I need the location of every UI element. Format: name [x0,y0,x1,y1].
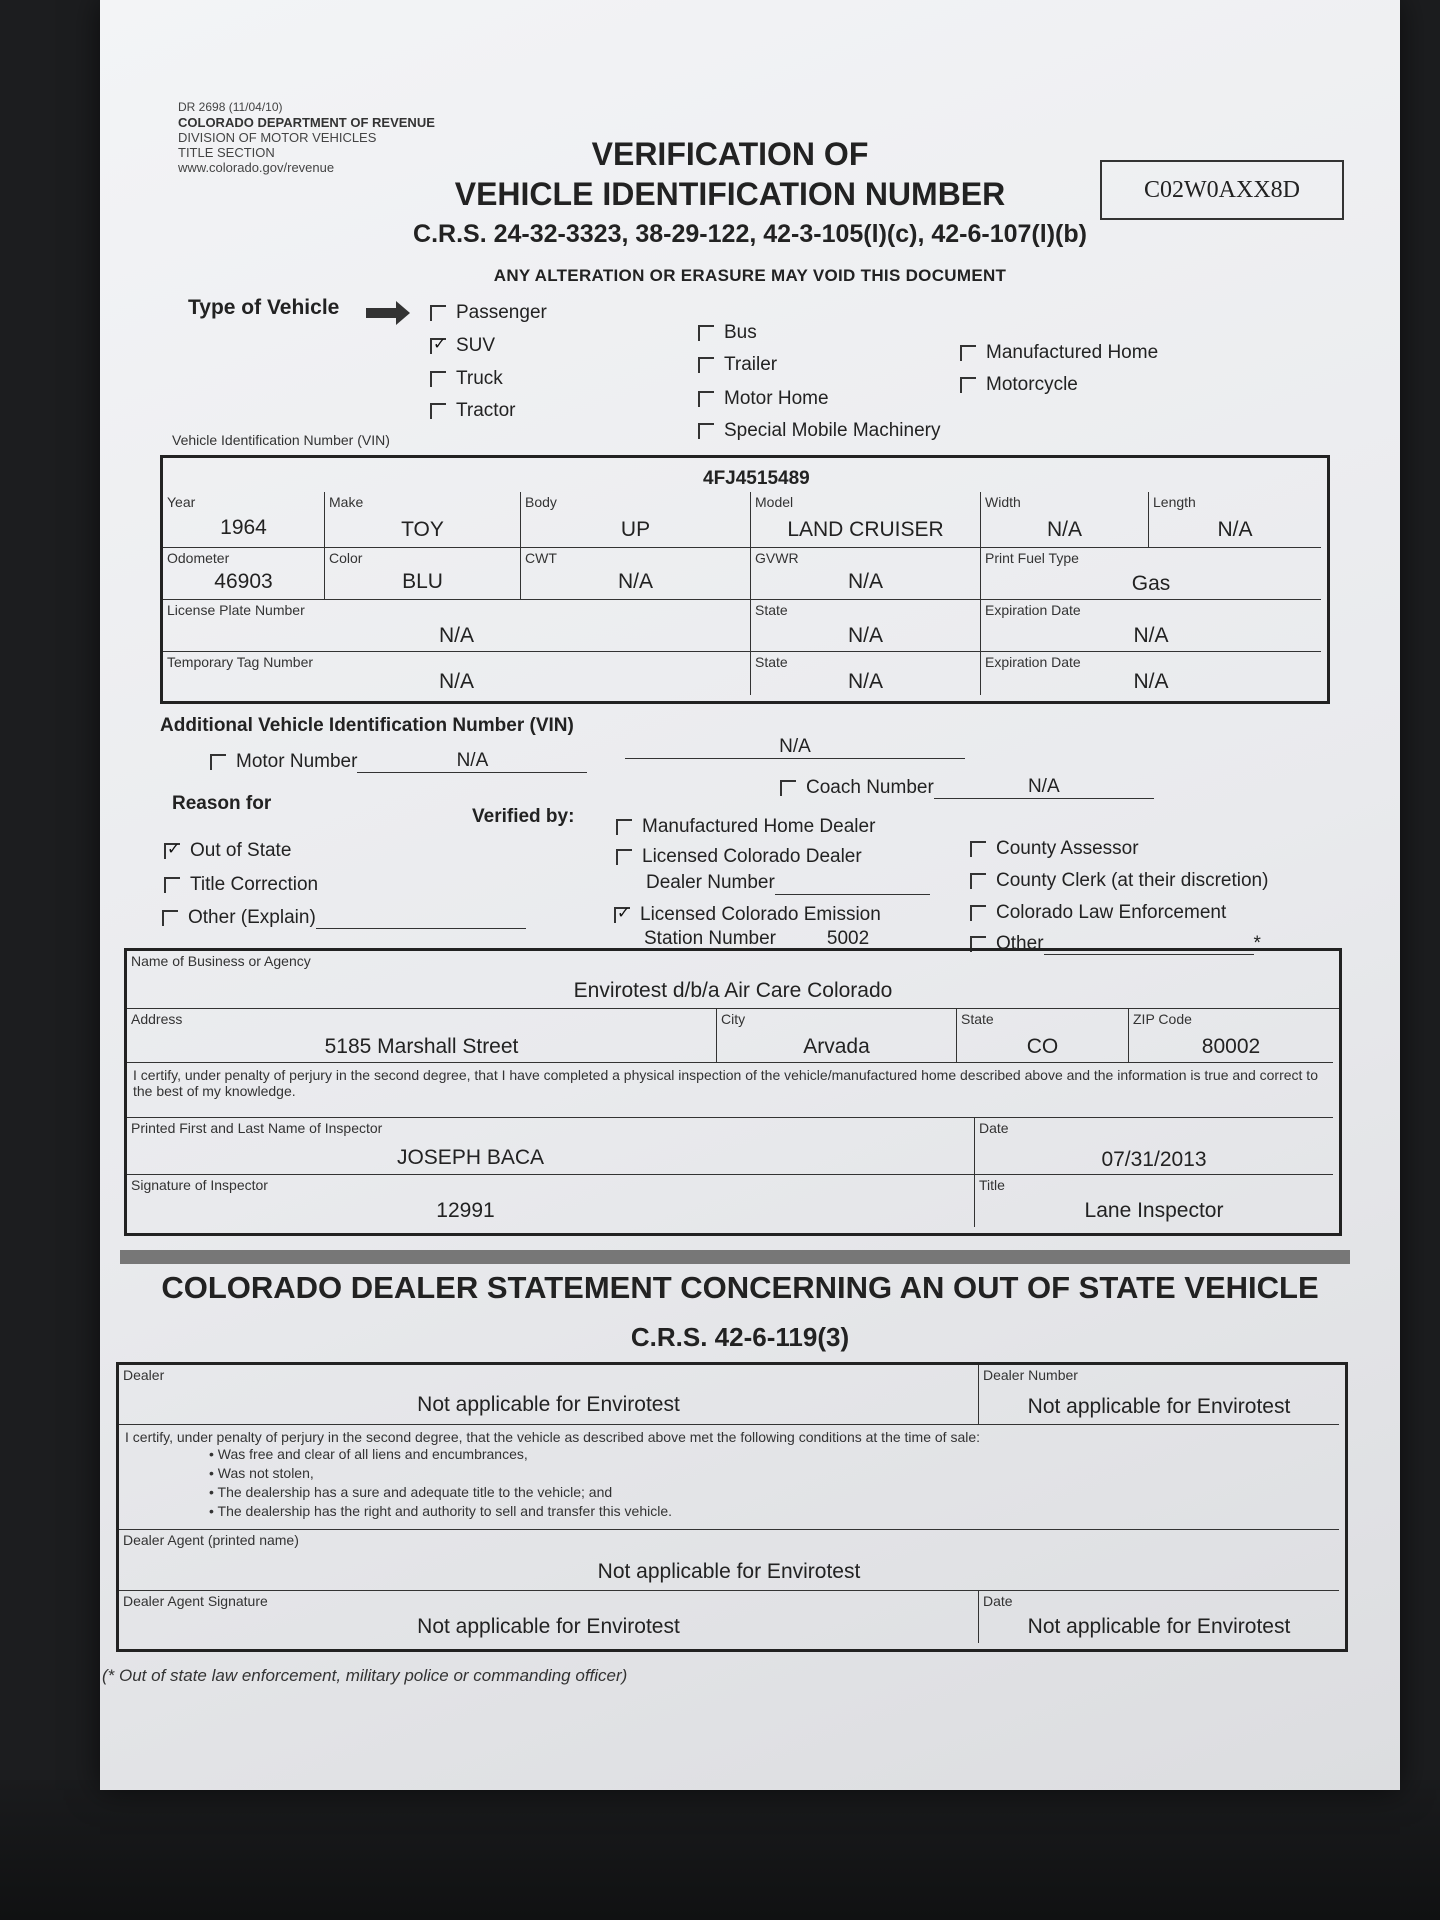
cell-odometer [163,548,325,600]
cell-address [127,1009,717,1063]
cell-plate [163,600,751,652]
checkbox-label: Licensed Colorado Emission [640,904,881,925]
checkbox-manufactured-home-dealer[interactable] [616,816,875,838]
website: www.colorado.gov/revenue [178,160,335,175]
checkbox-tractor[interactable] [430,400,515,422]
dealer-statement-title: COLORADO DEALER STATEMENT CONCERNING AN OUT OF STATE VEHICLE [161,1270,1319,1305]
checkbox-label: Manufactured Home Dealer [642,816,876,837]
body-label: Body [525,494,557,510]
title-line-2: VEHICLE IDENTIFICATION NUMBER [454,176,1006,212]
dealer-agent-value: Not applicable for Envirotest [597,1560,861,1583]
checkbox-label: Tractor [456,400,516,421]
checkbox-special-mobile-machinery[interactable] [698,420,941,442]
plate-label: License Plate Number [167,602,305,618]
model-label: Model [755,494,794,510]
tag-exp-label: Expiration Date [985,654,1081,670]
checkbox-label: Trailer [724,354,778,375]
form-paper [100,0,1400,1790]
condition-text: Was not stolen, [217,1465,314,1481]
form-title [400,134,1060,214]
section-name: TITLE SECTION [178,145,275,160]
address-label: Address [131,1011,183,1027]
checkbox-label: Manufactured Home [986,342,1159,363]
checkbox-label: Special Mobile Machinery [724,420,941,441]
checkbox-passenger[interactable] [430,302,547,324]
cell-city [717,1009,957,1063]
checkbox-label: Motorcycle [986,374,1078,395]
cell-model [751,492,981,548]
cell-plate-state [751,600,981,652]
vehicle-type-label: Type of Vehicle [188,296,340,319]
cell-length [1149,492,1321,548]
checkbox-label: Other [996,932,1044,954]
checkbox-box [970,905,986,921]
dealer-label: Dealer [123,1367,165,1383]
cell-color [325,548,521,600]
checkbox-box [698,391,714,407]
additional-vin-field[interactable] [625,736,965,759]
checkbox-box [970,873,986,889]
cell-tag-state [751,652,981,695]
checkbox-label: Motor Home [724,388,829,409]
title-label: Title [979,1177,1005,1193]
tag-state-value: N/A [847,670,883,693]
dealer-agent-signature-label: Dealer Agent Signature [123,1593,268,1609]
inspector-label: Printed First and Last Name of Inspector [131,1120,383,1136]
fuel-value: Gas [1131,572,1171,595]
checkbox-box [430,305,446,321]
cell-tag-exp [981,652,1321,695]
plate-exp-value: N/A [1133,624,1169,647]
cell-dealer-number [979,1365,1339,1425]
checkbox-box [960,345,976,361]
cell-dealer-date [979,1591,1339,1643]
checkbox-licensed-colorado-emission[interactable] [614,904,881,926]
checkbox-box [616,819,632,835]
coach-number-value: N/A [934,776,1154,799]
checkbox-box [164,877,180,893]
statute-refs: C.R.S. 24-32-3323, 38-29-122, 42-3-105(l)(c), 42-6-107(l)(b) [413,220,1087,248]
checkbox-box [430,371,446,387]
vin-value: 4FJ4515489 [703,468,810,489]
checkbox-other[interactable]: Other * [970,932,1261,955]
checkbox-motor-number[interactable] [210,750,587,773]
signature-label: Signature of Inspector [131,1177,268,1193]
checkbox-box [780,780,796,796]
checkbox-motor-home[interactable] [698,388,829,410]
form-id: DR 2698 (11/04/10) [178,100,283,114]
division-name: DIVISION OF MOTOR VEHICLES [178,130,377,145]
cell-business-name [127,951,1339,1009]
checkbox-box [210,754,226,770]
dealer-number-label: Dealer Number [983,1367,1078,1383]
cell-fuel [981,548,1321,600]
dealer-table [116,1362,1348,1652]
checkbox-other-explain[interactable] [162,906,526,929]
cell-title [975,1175,1333,1227]
dealer-number-label: Dealer Number [646,872,775,893]
tag-label: Temporary Tag Number [167,654,314,670]
reason-label: Reason for [172,793,272,814]
checkbox-label: Licensed Colorado Dealer [642,846,862,867]
cell-year [163,492,325,548]
footnote: (* Out of state law enforcement, military police or commanding officer) [102,1666,628,1685]
checkbox-licensed-colorado-dealer[interactable] [616,846,862,868]
tag-state-label: State [755,654,788,670]
city-label: City [721,1011,746,1027]
vin-label: Vehicle Identification Number (VIN) [172,432,390,448]
condition-item: • Was not stolen, [209,1465,314,1481]
tag-exp-value: N/A [1133,670,1169,693]
cwt-label: CWT [525,550,557,566]
agency-header [178,100,435,175]
checked-box-icon [430,338,446,354]
checkbox-box [430,403,446,419]
zip-value: 80002 [1201,1035,1261,1058]
arrow-right-icon [366,308,396,318]
dealer-statute: C.R.S. 42-6-119(3) [630,1322,850,1352]
width-value: N/A [1046,518,1082,541]
odometer-value: 46903 [214,570,273,593]
length-value: N/A [1217,518,1253,541]
plate-state-label: State [755,602,788,618]
checkbox-out-of-state[interactable] [164,840,291,862]
checkbox-title-correction[interactable] [164,874,318,896]
odometer-label: Odometer [167,550,230,566]
vin-table [160,455,1330,704]
inspector-value: JOSEPH BACA [396,1146,545,1169]
signature-value: 12991 [436,1199,495,1222]
make-value: TOY [401,518,444,541]
dealer-number-field[interactable] [646,872,930,895]
cell-body [521,492,751,548]
year-value: 1964 [220,516,267,539]
checkbox-label: Out of State [190,840,292,861]
zip-label: ZIP Code [1133,1011,1192,1027]
dealer-value: Not applicable for Envirotest [417,1393,680,1416]
checkbox-label: Truck [456,368,503,389]
gvwr-value: N/A [847,570,883,593]
station-number-label: Station Number [644,928,777,949]
dealer-certification: I certify, under penalty of perjury in the second degree, that the vehicle as described above met the following conditions at the time of sale: [125,1429,981,1445]
document-number: C02W0AXX8D [1100,160,1344,220]
checkbox-truck[interactable] [430,368,503,390]
condition-text: Was free and clear of all liens and encumbrances, [217,1446,528,1462]
state-value: CO [1026,1035,1059,1058]
condition-item: • The dealership has a sure and adequate title to the vehicle; and [209,1484,613,1500]
condition-text: The dealership has a sure and adequate title to the vehicle; and [217,1484,613,1500]
checkbox-colorado-law-enforcement[interactable] [970,902,1226,924]
dealer-date-label: Date [983,1593,1013,1609]
title-line-1: VERIFICATION OF [591,136,869,172]
checkbox-label: Bus [724,322,757,343]
checkbox-trailer[interactable] [698,354,777,376]
checkbox-bus[interactable] [698,322,757,344]
checkbox-suv[interactable] [430,335,495,357]
plate-exp-label: Expiration Date [985,602,1081,618]
cwt-value: N/A [617,570,653,593]
inspector-certification: I certify, under penalty of perjury in the second degree, that I have completed a physical inspection of the vehicle/manufactured home described above and the information is true and correct to the best of my knowledge. [133,1067,1318,1099]
checkbox-label: Colorado Law Enforcement [996,902,1227,923]
checkbox-motorcycle[interactable] [960,374,1078,396]
checkbox-label: Passenger [456,302,547,323]
cell-gvwr [751,548,981,600]
checkbox-county-assessor[interactable] [970,838,1139,860]
cell-cwt [521,548,751,600]
checkbox-box [970,841,986,857]
tag-value: N/A [438,670,474,693]
checkbox-label: SUV [456,335,496,356]
business-name-label: Name of Business or Agency [131,953,311,969]
model-value: LAND CRUISER [787,518,944,541]
checkbox-box [698,325,714,341]
checked-box-icon [614,907,630,923]
condition-text: The dealership has the right and authority to sell and transfer this vehicle. [217,1503,673,1519]
checkbox-label: Other (Explain) [188,906,316,928]
address-value: 5185 Marshall Street [324,1035,519,1058]
checkbox-label: County Clerk (at their discretion) [996,870,1269,891]
checkbox-box [162,910,178,926]
cell-dealer [119,1365,979,1425]
plate-value: N/A [438,624,474,647]
cell-inspector-name [127,1117,975,1175]
cell-dealer-agent [119,1529,1339,1591]
checkbox-manufactured-home[interactable] [960,342,1158,364]
motor-number-label: Motor Number [236,750,358,772]
dealer-agent-label: Dealer Agent (printed name) [123,1532,299,1548]
cell-width [981,492,1149,548]
additional-vin-value: N/A [625,736,965,759]
checkbox-box [698,423,714,439]
dealer-conditions-list [209,1445,672,1521]
cell-state [957,1009,1129,1063]
coach-number-label: Coach Number [806,776,934,798]
dealer-agent-signature-value: Not applicable for Envirotest [417,1615,680,1638]
width-label: Width [985,494,1021,510]
checkbox-county-clerk[interactable] [970,870,1268,892]
dealer-number-value: Not applicable for Envirotest [1027,1395,1291,1418]
verified-label: Verified by: [472,806,575,827]
business-name-value: Envirotest d/b/a Air Care Colorado [573,979,893,1002]
cell-zip [1129,1009,1333,1063]
title-value: Lane Inspector [1084,1199,1224,1222]
checkbox-box [616,849,632,865]
city-value: Arvada [803,1035,870,1058]
cell-make [325,492,521,548]
length-label: Length [1153,494,1196,510]
alteration-notice: ANY ALTERATION OR ERASURE MAY VOID THIS DOCUMENT [493,266,1007,285]
station-number-value: 5002 [776,928,920,951]
checkbox-label: Title Correction [190,874,319,895]
color-label: Color [329,550,363,566]
gvwr-label: GVWR [755,550,799,566]
color-value: BLU [402,570,443,593]
cell-dealer-agent-signature [119,1591,979,1643]
checkbox-box [960,377,976,393]
checkbox-box [698,357,714,373]
condition-item: • The dealership has the right and authority to sell and transfer this vehicle. [209,1503,673,1519]
body-value: UP [620,518,651,541]
checkbox-label: County Assessor [996,838,1139,859]
state-label: State [961,1011,994,1027]
cell-plate-exp [981,600,1321,652]
condition-item: • Was free and clear of all liens and encumbrances, [209,1446,528,1462]
dept-name: COLORADO DEPARTMENT OF REVENUE [178,115,435,130]
cell-temp-tag [163,652,751,695]
section-divider [120,1250,1350,1264]
date-label: Date [979,1120,1009,1136]
fuel-label: Print Fuel Type [985,550,1079,566]
make-label: Make [329,494,364,510]
year-label: Year [167,494,196,510]
checkbox-coach-number[interactable] [780,776,1154,799]
business-table [124,948,1342,1236]
plate-state-value: N/A [847,624,883,647]
additional-vin-label: Additional Vehicle Identification Number (VIN) [160,715,574,736]
cell-signature [127,1175,975,1227]
background-case [0,1780,1440,1920]
checked-box-icon [164,843,180,859]
date-value: 07/31/2013 [1101,1148,1207,1171]
cell-date [975,1117,1333,1175]
motor-number-value: N/A [357,750,587,773]
dealer-date-value: Not applicable for Envirotest [1027,1615,1291,1638]
